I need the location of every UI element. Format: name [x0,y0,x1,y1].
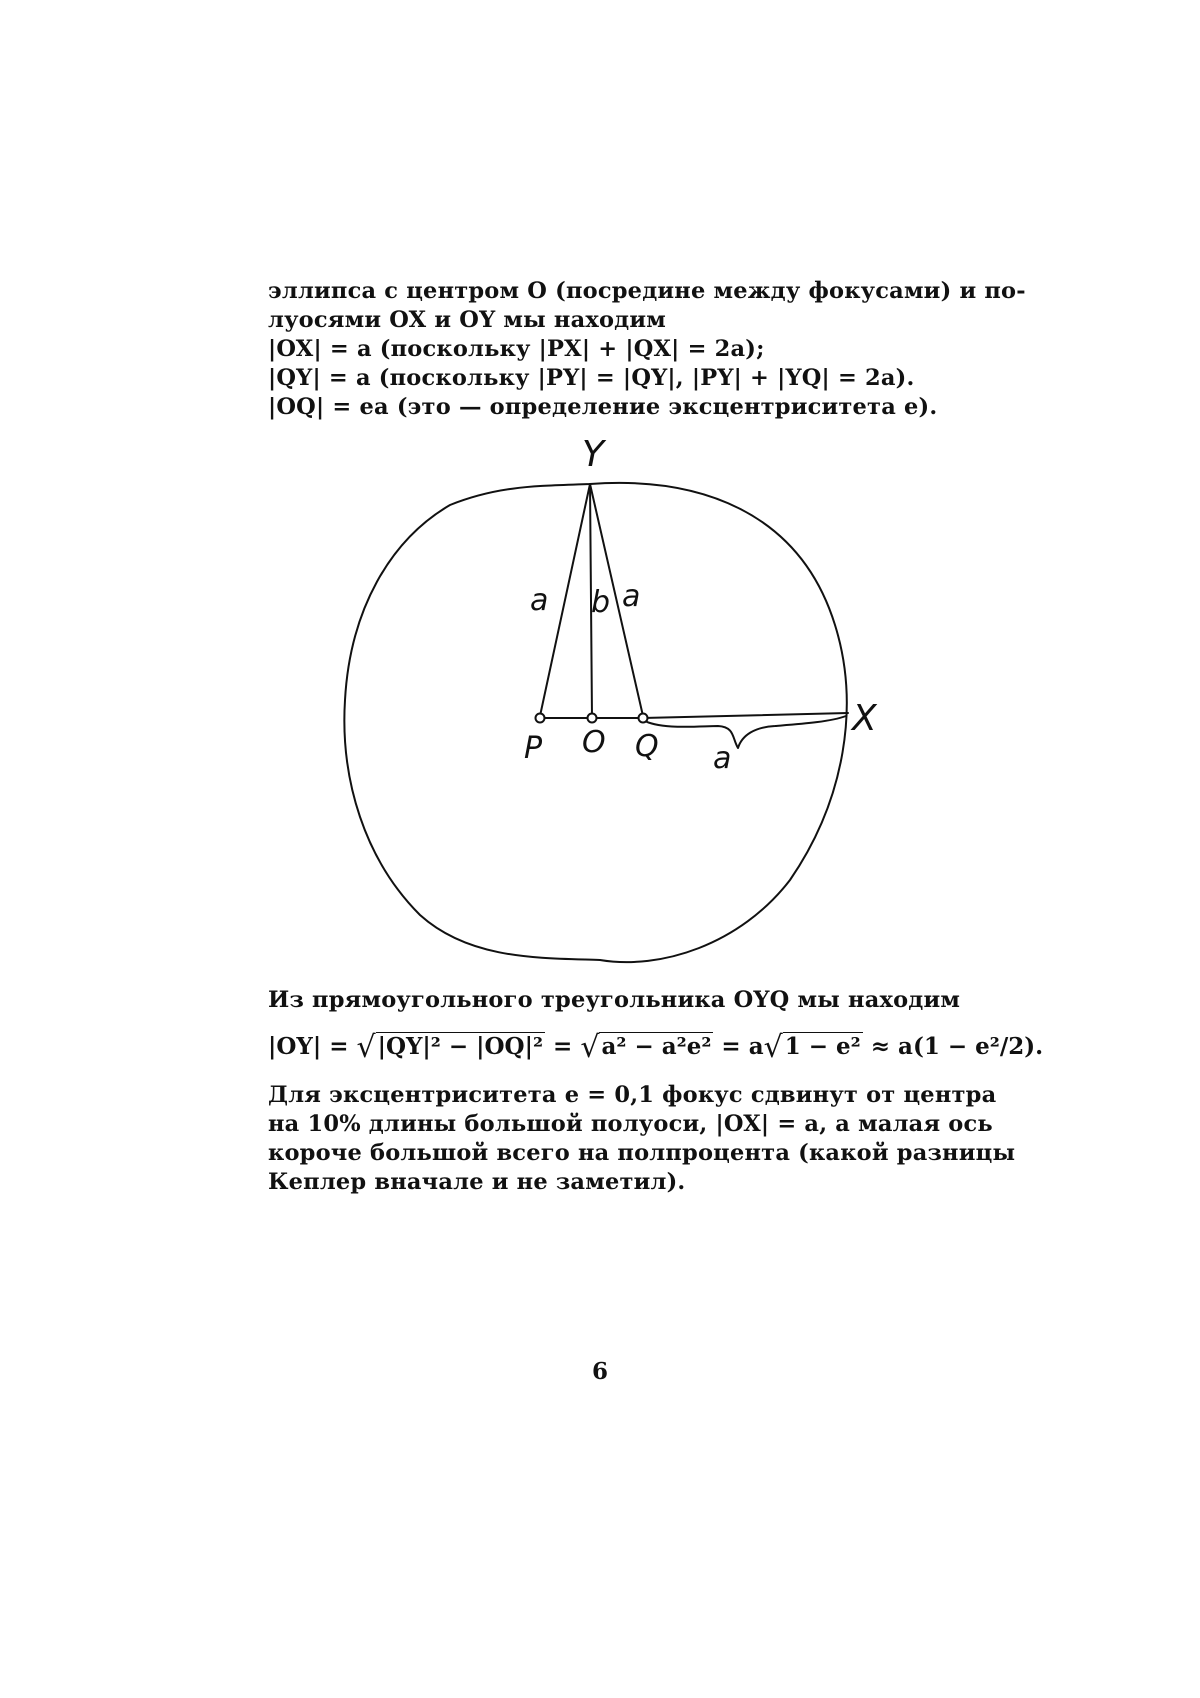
text-line-3: |OX| = a (поскольку |PX| + |QX| = 2a); [268,336,765,362]
label-b: b [591,585,611,620]
formula-part-3: = a [713,1033,764,1060]
sqrt-symbol-2: √ [580,1030,600,1065]
page-number: 6 [591,1358,608,1385]
formula-part-4: ≈ a(1 − e²/2). [862,1033,1044,1060]
formula-oy [268,1025,1044,1067]
ellipse-outline [344,483,846,962]
text-line-5: |OQ| = ea (это — определение эксцентриситета e). [268,394,938,420]
brace-a [643,716,846,748]
label-a-brace: a [713,741,732,776]
text-line-10: Кеплер вначале и не заметил). [268,1169,686,1195]
sqrt-symbol-1: √ [356,1030,376,1065]
text-line-2: луосями OX и OY мы находим [268,307,667,333]
label-a-right: a [622,579,641,614]
label-a-left: a [530,583,549,618]
major-axis [540,713,848,718]
label-p: P [524,731,543,766]
formula-radicand-3: 1 − e² [784,1033,861,1060]
formula-part-1: |OY| = [268,1033,357,1060]
text-line-1: эллипса с центром O (посредине между фокусами) и по- [268,278,1026,304]
label-q: Q [635,729,659,764]
sqrt-symbol-3: √ [763,1030,783,1065]
text-line-4: |QY| = a (поскольку |PY| = |QY|, |PY| + |YQ| = 2a). [268,365,915,391]
text-line-6: Из прямоугольного треугольника OYQ мы находим [268,987,961,1013]
formula-part-2: = [545,1033,581,1060]
text-line-7: Для эксцентриситета e = 0,1 фокус сдвинут от центра [268,1082,997,1108]
text-line-8: на 10% длины большой полуоси, |OX| = a, а малая ось [268,1111,993,1137]
point-p [536,714,545,723]
formula-radicand-1: |QY|² − |OQ|² [377,1033,544,1060]
label-o: O [582,725,606,760]
text-line-9: короче большой всего на полпроцента (какой разницы [268,1140,1016,1166]
point-q [639,714,648,723]
formula-radicand-2: a² − a²e² [601,1033,712,1060]
label-y: Y [582,434,604,475]
point-o [588,714,597,723]
label-x: X [852,698,877,739]
